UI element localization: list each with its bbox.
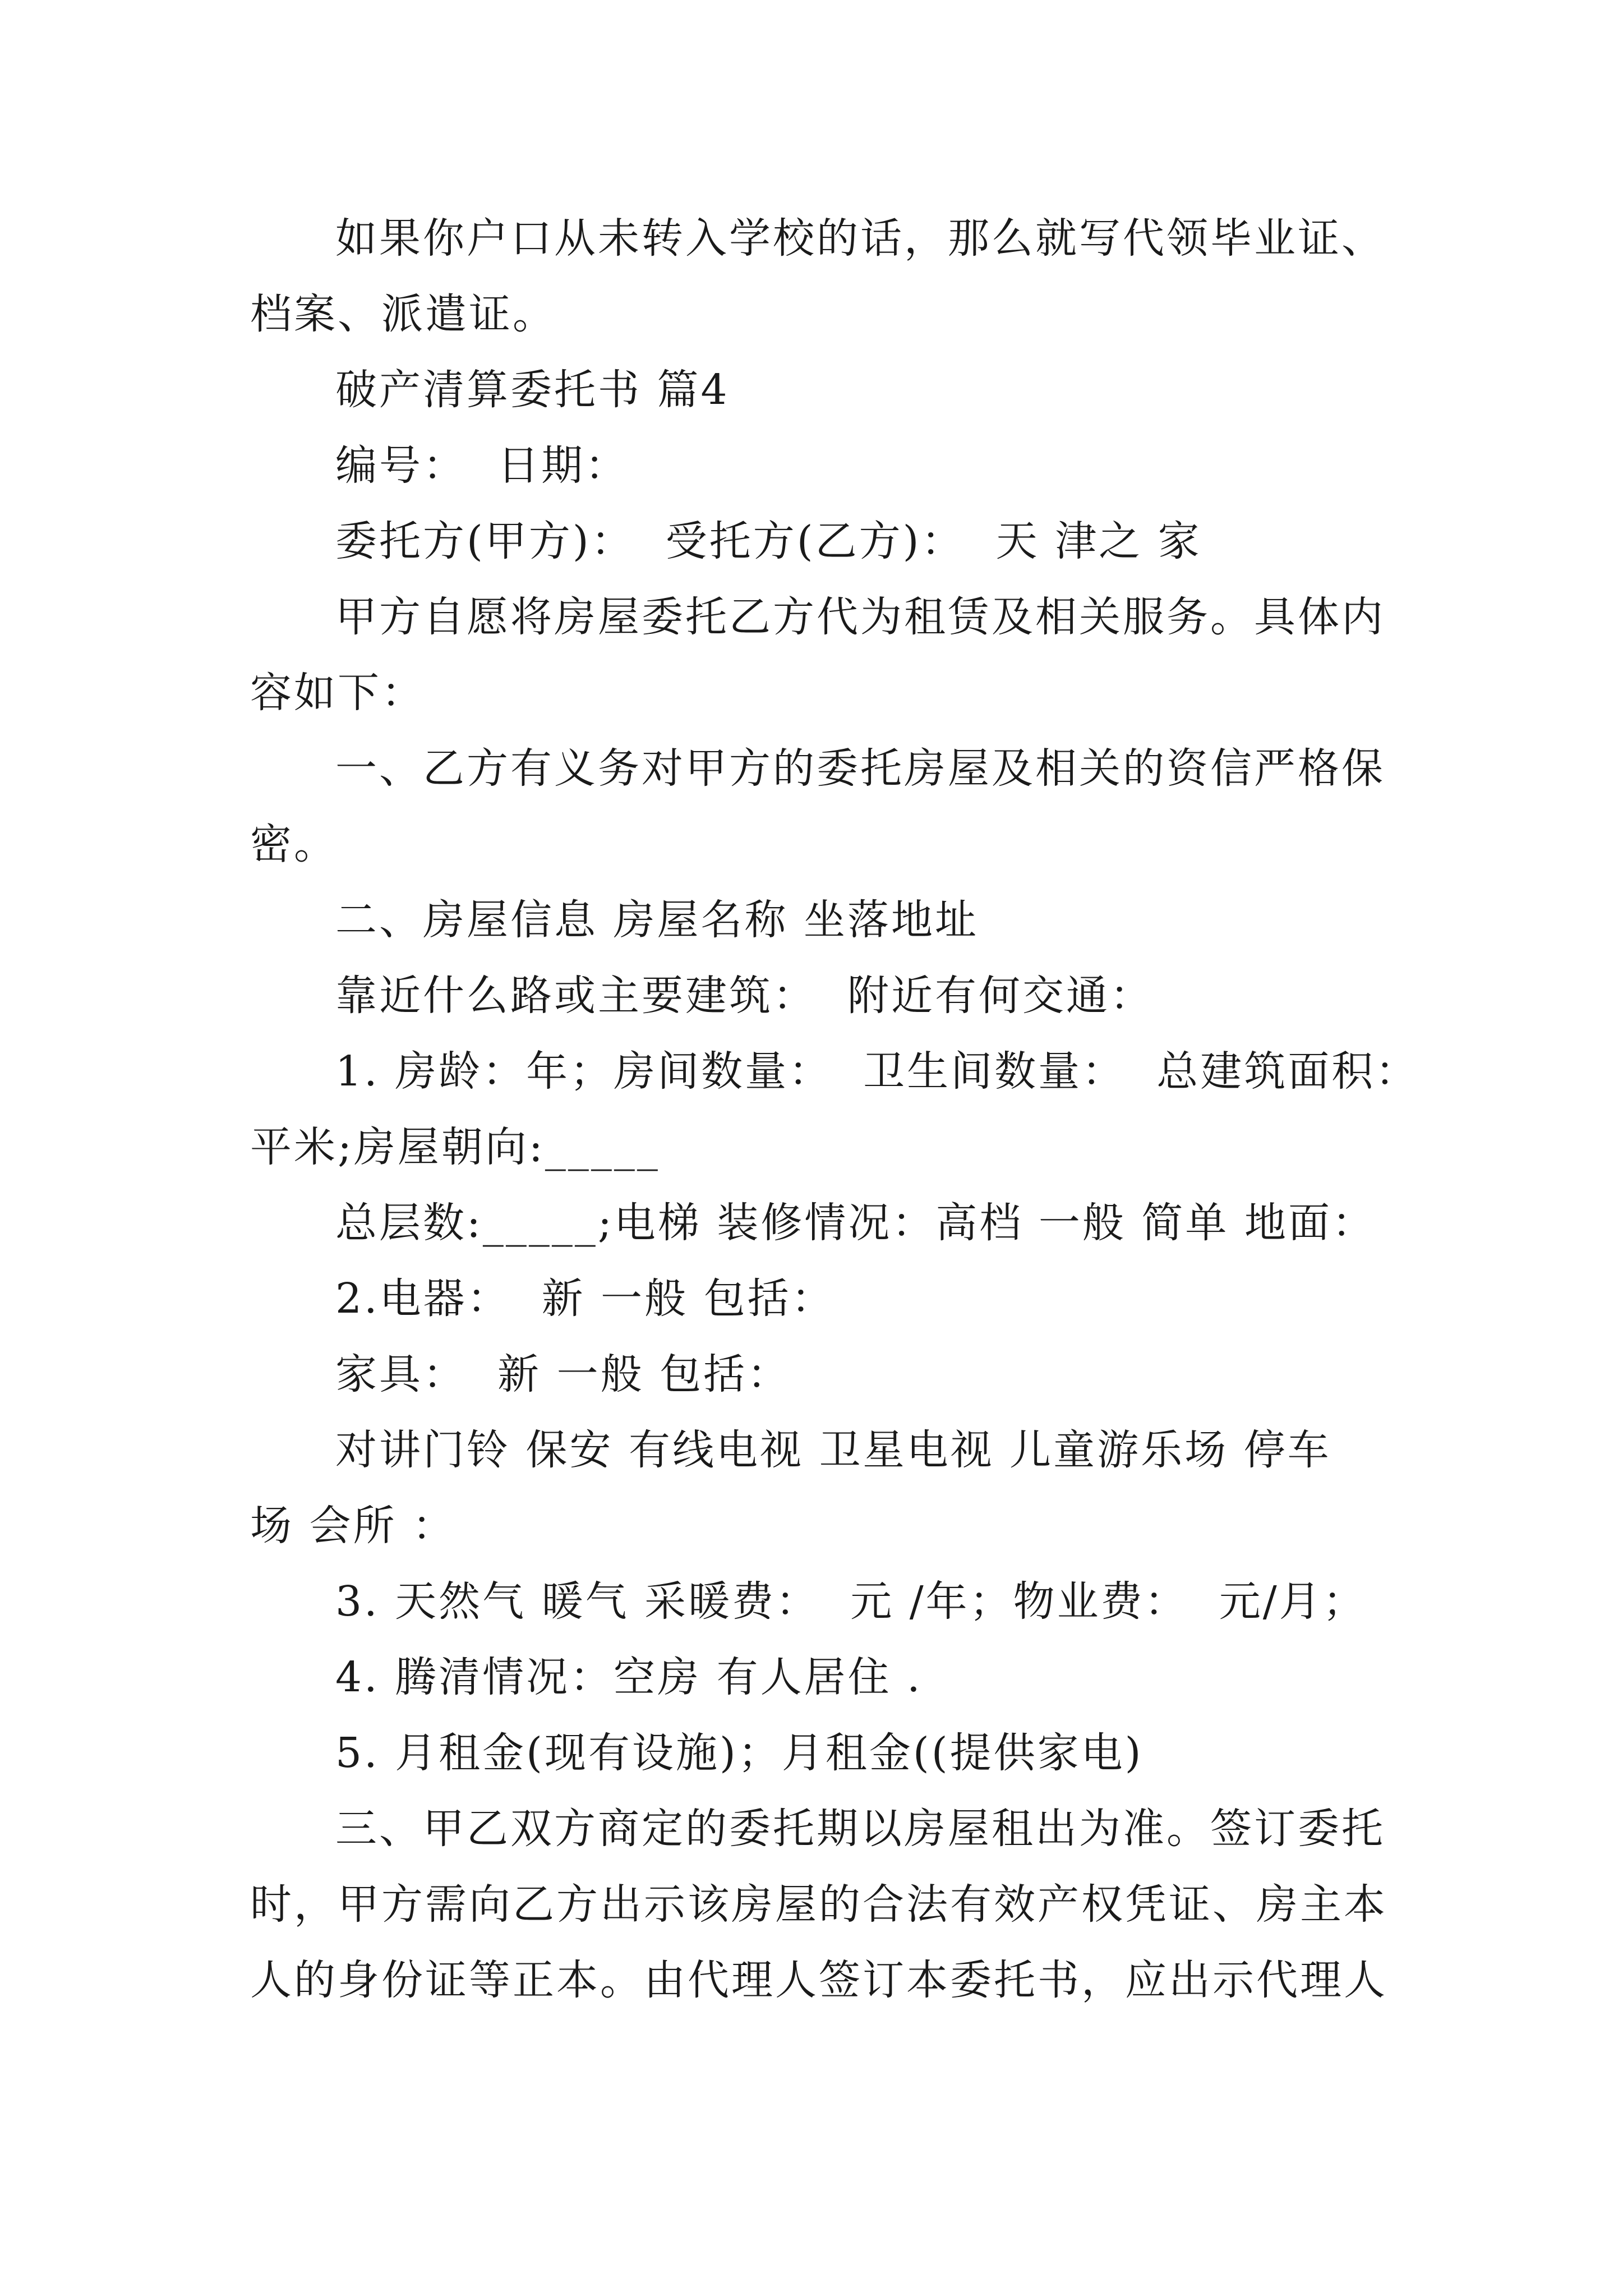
paragraph-line: 4. 腾清情况：空房 有人居住 . bbox=[335, 1653, 923, 1701]
paragraph-line: 如果你户口从未转入学校的话，那么就写代领毕业证、 bbox=[335, 214, 1385, 263]
paragraph-line: 容如下： bbox=[250, 669, 425, 717]
paragraph-line: 平米;房屋朝向:_____ bbox=[250, 1123, 660, 1171]
paragraph-line: 场 会所 ： bbox=[250, 1502, 457, 1550]
paragraph-line: 3. 天然气 暖气 采暖费： 元 /年；物业费： 元/月； bbox=[335, 1577, 1367, 1626]
paragraph-line: 靠近什么路或主要建筑： 附近有何交通： bbox=[335, 972, 1154, 1020]
paragraph-line: 密。 bbox=[250, 820, 338, 868]
paragraph-line: 三、甲乙双方商定的委托期以房屋租出为准。签订委托 bbox=[335, 1805, 1385, 1853]
paragraph-line: 对讲门铃 保安 有线电视 卫星电视 儿童游乐场 停车 bbox=[335, 1426, 1331, 1474]
paragraph-line: 档案、派遣证。 bbox=[250, 290, 556, 338]
paragraph-line: 1. 房龄：年；房间数量： 卫生间数量： 总建筑面积： bbox=[335, 1047, 1419, 1096]
paragraph-line: 总层数:_____;电梯 装修情况：高档 一般 简单 地面： bbox=[335, 1199, 1376, 1247]
paragraph-line: 委托方(甲方)： 受托方(乙方)： 天 津之 家 bbox=[335, 517, 1202, 565]
paragraph-line: 家具： 新 一般 包括： bbox=[335, 1350, 791, 1398]
paragraph-line: 时，甲方需向乙方出示该房屋的合法有效产权凭证、房主本 bbox=[250, 1880, 1387, 1929]
paragraph-line: 二、房屋信息 房屋名称 坐落地址 bbox=[335, 896, 979, 944]
paragraph-line: 一、乙方有义务对甲方的委托房屋及相关的资信严格保 bbox=[335, 744, 1385, 793]
section-heading: 破产清算委托书 篇4 bbox=[335, 366, 730, 414]
paragraph-line: 2.电器： 新 一般 包括： bbox=[335, 1274, 835, 1323]
paragraph-line: 甲方自愿将房屋委托乙方代为租赁及相关服务。具体内 bbox=[335, 593, 1385, 641]
paragraph-line: 人的身份证等正本。由代理人签订本委托书，应出示代理人 bbox=[250, 1956, 1387, 2004]
paragraph-line: 5. 月租金(现有设施)；月租金((提供家电) bbox=[335, 1729, 1144, 1777]
paragraph-line: 编号： 日期： bbox=[335, 441, 629, 490]
